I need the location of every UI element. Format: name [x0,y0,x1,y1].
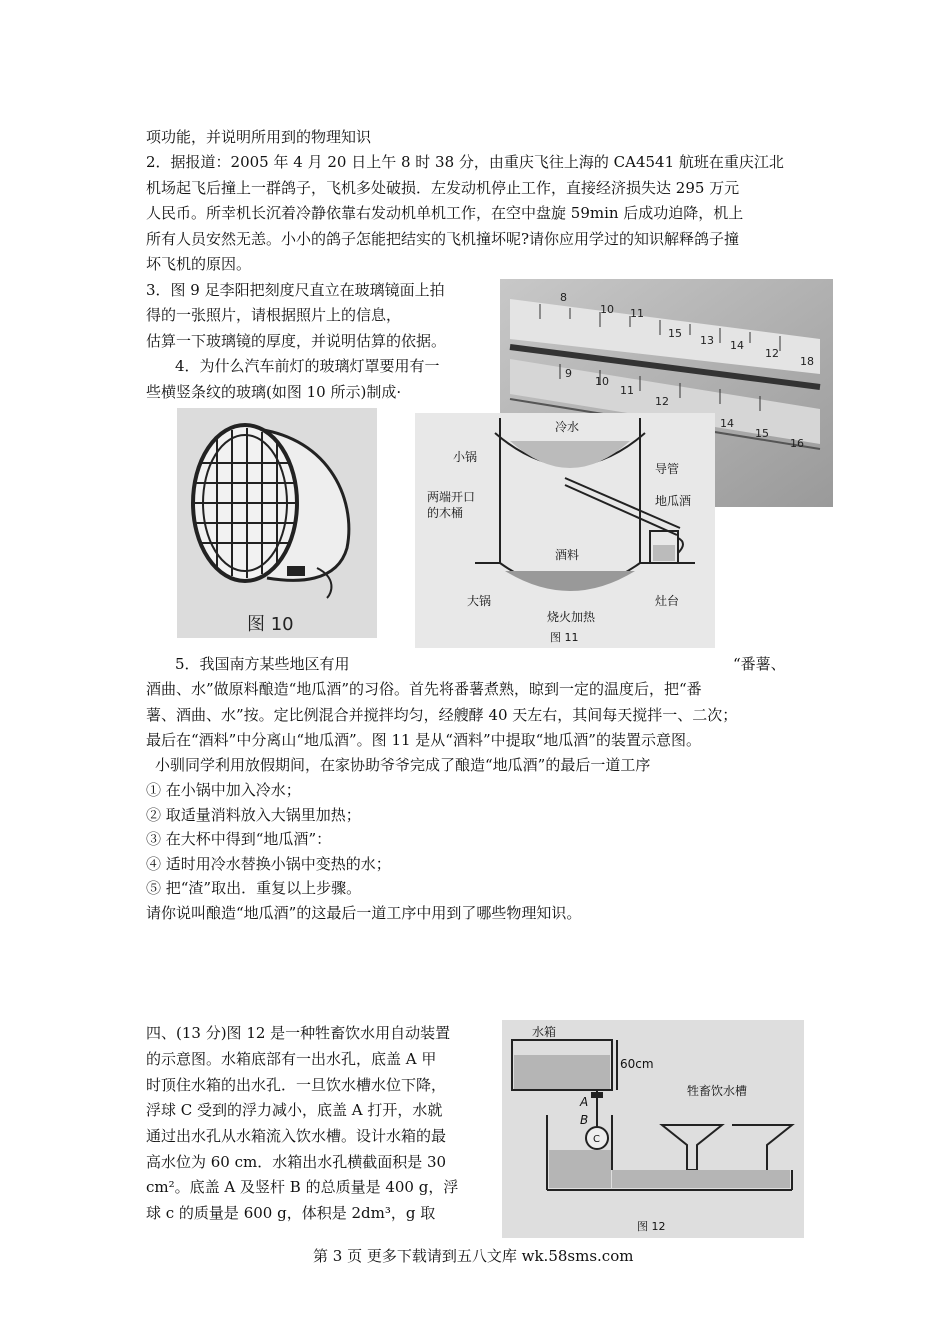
label-b: B [580,1113,589,1127]
figure-caption: 图 12 [637,1220,666,1233]
question-5-line: 请你说叫酿造“地瓜酒”的这最后一道工序中用到了哪些物理知识。 [146,904,582,922]
question-5-line: 小驯同学利用放假期间，在家协助爷爷完成了酿造“地瓜酒”的最后一道工序 [155,756,651,774]
question-2-line: 坏飞机的原因。 [146,255,252,273]
tick-label: 15 [668,327,682,340]
tick-label: 10 [600,303,614,316]
tick-label: 18 [800,355,814,368]
question-2-line: 2．据报道：2005 年 4 月 20 日上午 8 时 38 分，由重庆飞往上海的 CA4541 航班在重庆江北 [146,153,784,171]
part-4-line: 高水位为 60 cm．水箱出水孔横截面积是 30 [146,1153,447,1171]
step-3: ③ 在大杯中得到“地瓜酒”： [146,830,332,848]
tick-label: 11 [620,384,634,397]
figure-10-headlamp [177,408,377,638]
question-5-line: “番薯、 [733,655,786,673]
label-small-pot: 小锅 [453,450,478,464]
question-5-line: 薯、酒曲、水”按。定比例混合并搅拌均匀，经艘酵 40 天左右，其间每天搅拌一、二次； [146,706,738,724]
tick-label: 16 [790,437,804,450]
tick-label: 10 [595,375,609,388]
page-footer: 第 3 页 更多下载请到五八文库 wk.58sms.com [313,1247,634,1265]
tick-label: 12 [765,347,779,360]
text-line: 项功能，并说明所用到的物理知识 [146,128,372,146]
step-4: ④ 适时用冷水替换小锅中变热的水； [146,855,391,873]
tick-label: 11 [630,307,644,320]
label-heat: 烧火加热 [547,610,596,624]
label-cold-water: 冷水 [555,420,580,434]
tick-label: 9 [565,367,572,380]
label-trough: 牲畜饮水槽 [687,1084,748,1098]
figure-11-distiller [415,413,715,648]
tick-label: 8 [560,291,567,304]
question-2-line: 人民币。所幸机长沉着冷静依靠右发动机单机工作，在空中盘旋 59min 后成功迫降，机上 [146,204,744,222]
part-4-line: 球 c 的质量是 600 g，体积是 2dm³，g 取 [146,1204,436,1222]
label-barrel-2: 的木桶 [427,506,464,520]
part-4-line: cm²。底盖 A 及竖杆 B 的总质量是 400 g，浮 [146,1178,459,1196]
question-4-line: 些横竖条纹的玻璃(如图 10 所示)制成· [146,383,402,401]
question-5-line: 酒曲、水”做原料酿造“地瓜酒”的习俗。首先将番薯煮熟，晾到一定的温度后，把“番 [146,680,702,698]
question-2-line: 所有人员安然无恙。小小的鸽子怎能把结实的飞机撞坏呢?请你应用学过的知识解释鸽子撞 [146,230,740,248]
step-1: ① 在小锅中加入冷水； [146,781,301,799]
question-4-line: 4．为什么汽车前灯的玻璃灯罩要用有一 [175,357,440,375]
label-barrel: 两端开口 [427,490,476,504]
label-mash: 酒料 [555,548,580,562]
label-stove: 灶台 [655,594,680,608]
question-2-line: 机场起飞后撞上一群鸽子，飞机多处破损．左发动机停止工作，直接经济损失达 295 万元 [146,179,740,197]
part-4-line: 浮球 C 受到的浮力减小，底盖 A 打开，水就 [146,1101,443,1119]
label-tank: 水箱 [532,1025,557,1039]
figure-caption: 图 11 [550,631,579,644]
part-4-line: 通过出水孔从水箱流入饮水槽。设计水箱的最 [146,1127,447,1145]
step-5: ⑤ 把“渣”取出．重复以上步骤。 [146,879,362,897]
figure-caption: 图 10 [247,614,294,635]
part-4-line: 四、(13 分)图 12 是一种牲畜饮水用自动装置 [146,1024,451,1042]
label-pipe: 导管 [655,462,680,476]
question-3-line: 3．图 9 足李阳把刻度尺直立在玻璃镜面上拍 [146,281,445,299]
tick-label: 12 [655,395,669,408]
label-big-pot: 大锅 [467,594,492,608]
question-3-line: 估算一下玻璃镜的厚度，并说明估算的依据。 [146,332,447,350]
question-5-line: 最后在“酒料”中分离山“地瓜酒”。图 11 是从“酒料”中提取“地瓜酒”的装置示意图。 [146,731,701,749]
figure-12-waterer [502,1020,804,1238]
tick-label: 14 [730,339,744,352]
label-c: C [593,1134,600,1145]
tick-label: 13 [700,334,714,347]
tick-label: 15 [755,427,769,440]
tick-label: 14 [720,417,734,430]
question-3-line: 得的一张照片，请根据照片上的信息， [146,306,402,324]
label-a: A [580,1095,589,1109]
part-4-line: 的示意图。水箱底部有一出水孔，底盖 A 甲 [146,1050,437,1068]
part-4-line: 时顶住水箱的出水孔．一旦饮水槽水位下降， [146,1076,447,1094]
label-height: 60cm [620,1057,654,1071]
step-2: ② 取适量消料放入大锅里加热； [146,806,361,824]
question-5-line: 5．我国南方某些地区有用 [175,655,350,673]
label-wine: 地瓜酒 [655,494,692,508]
